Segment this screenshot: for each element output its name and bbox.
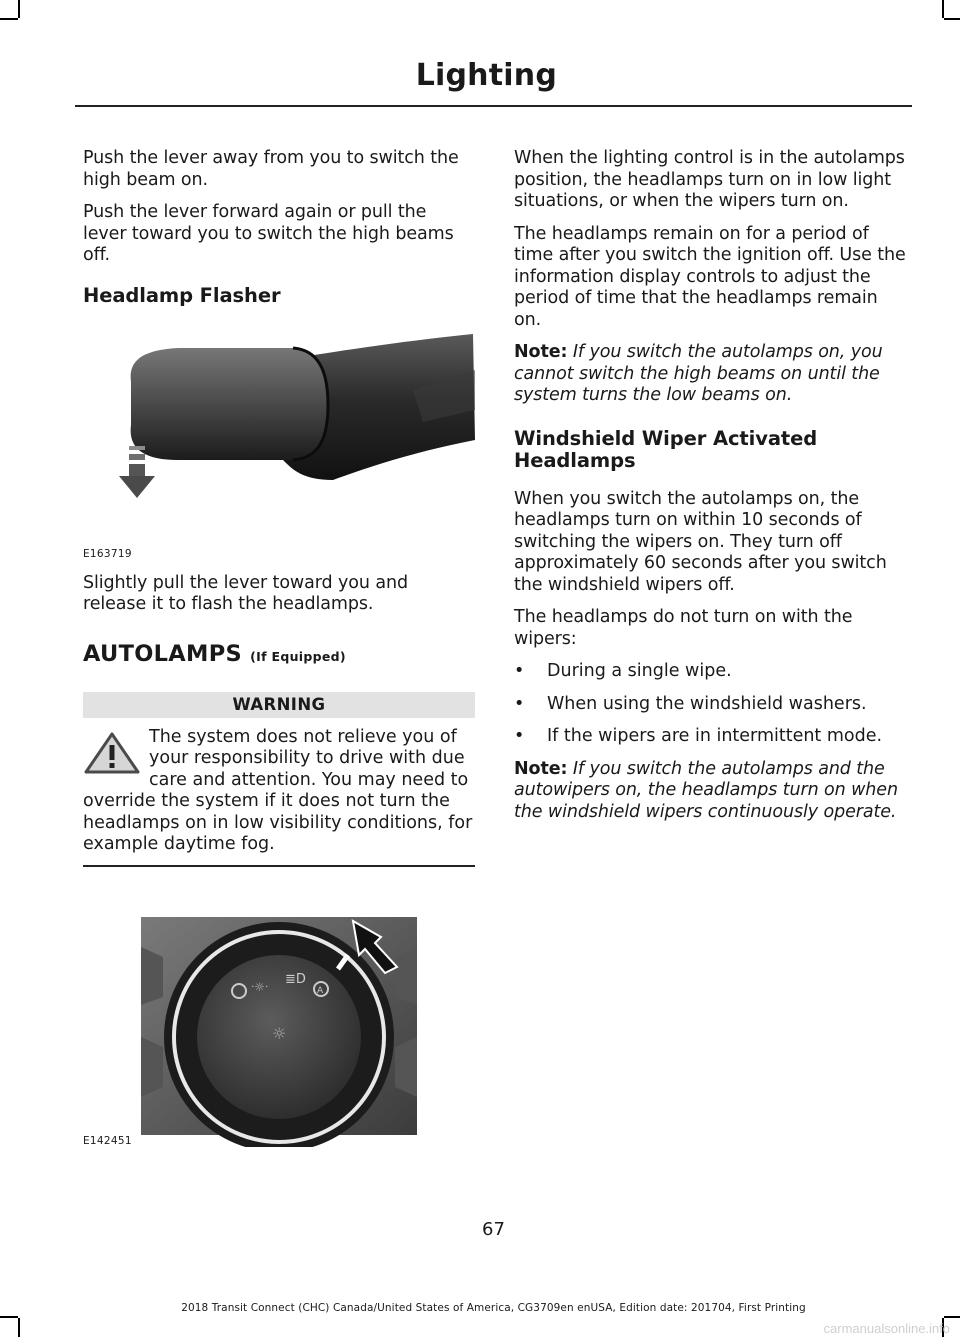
- watermark-text: carmanualsonline.info: [823, 1321, 950, 1336]
- crop-mark: [18, 1318, 20, 1337]
- section-heading-headlamp-flasher: Headlamp Flasher: [83, 283, 281, 307]
- warning-triangle-icon: [83, 731, 141, 775]
- figure-lighting-control: [83, 887, 475, 1157]
- bullet-list: [514, 661, 909, 748]
- list-item: • If the wipers are in intermittent mode.: [514, 726, 909, 748]
- note-text: If you switch the autolamps on, you cannot switch the high beams on until the system turns the low beams on.: [514, 342, 883, 405]
- svg-text:≣D: ≣D: [285, 971, 306, 987]
- section-heading-wiper-headlamps: Windshield Wiper Activated Headlamps: [514, 426, 818, 472]
- crop-mark: [942, 0, 944, 18]
- note: [514, 342, 909, 407]
- header-divider: [75, 105, 912, 107]
- warning-title: WARNING: [83, 692, 475, 718]
- crop-mark: [944, 1316, 960, 1318]
- watermark: [824, 1321, 950, 1336]
- lighting-control-illustration: [83, 887, 475, 1147]
- warning-text: The system does not relieve you of your responsibility to drive with due care and attention. You may need to override the system if it does not turn the headlamps on in low visibility conditions, for example daytime fog.: [83, 726, 473, 854]
- warning-box: [83, 692, 475, 867]
- paragraph: Slightly pull the lever toward you and release it to flash the headlamps.: [83, 572, 408, 614]
- warning-body: [83, 727, 475, 856]
- paragraph: Push the lever forward again or pull the lever toward you to switch the high beams off.: [83, 202, 454, 265]
- svg-text:A: A: [317, 985, 324, 996]
- page-number: 67: [482, 1219, 505, 1240]
- note-label: Note:: [514, 758, 568, 779]
- arrow-down-icon: [119, 446, 155, 506]
- figure-code: E142451: [83, 1134, 132, 1147]
- note: [514, 759, 909, 824]
- list-item: • When using the windshield washers.: [514, 694, 909, 716]
- list-item: • During a single wipe.: [514, 661, 909, 683]
- crop-mark: [18, 0, 20, 18]
- svg-text:☼: ☼: [272, 1023, 287, 1043]
- paragraph: When the lighting control is in the autolamps position, the headlamps turn on in low light situations, or when the wipers turn on.: [514, 148, 905, 211]
- svg-text:ᐧ☼ᐧ: ᐧ☼ᐧ: [251, 979, 268, 994]
- warning-divider: [83, 865, 475, 867]
- section-heading-autolamps: [83, 641, 475, 670]
- paragraph: The headlamps do not turn on with the wipers:: [514, 607, 853, 649]
- paragraph: The headlamps remain on for a period of time after you switch the ignition off. Use the information display controls to adjust the period of time that the headlamps remain on.: [514, 223, 906, 330]
- footer-text: 2018 Transit Connect (CHC) Canada/United States of America, CG3709en enUSA, Edition date: 201704, First Printing: [181, 1302, 806, 1314]
- figure-headlamp-flasher: [83, 330, 475, 562]
- crop-mark: [0, 1316, 18, 1318]
- left-column: [83, 148, 475, 1157]
- paragraph: When you switch the autolamps on, the headlamps turn on within 10 seconds of switching the wipers on. They turn off approximately 60 seconds after you switch the windshield wipers off.: [514, 488, 887, 595]
- crop-mark: [944, 18, 960, 20]
- heading-text: AUTOLAMPS: [83, 640, 243, 667]
- note-text: If you switch the autolamps and the autowipers on, the headlamps turn on when the windshield wipers continuously operate.: [514, 758, 898, 822]
- paragraph: Push the lever away from you to switch the high beam on.: [83, 148, 459, 190]
- page-title: Lighting: [415, 58, 557, 93]
- crop-mark: [0, 18, 18, 20]
- note-label: Note:: [514, 342, 568, 362]
- figure-code: E163719: [83, 547, 132, 560]
- heading-suffix: (If Equipped): [250, 648, 346, 664]
- right-column: [514, 148, 909, 823]
